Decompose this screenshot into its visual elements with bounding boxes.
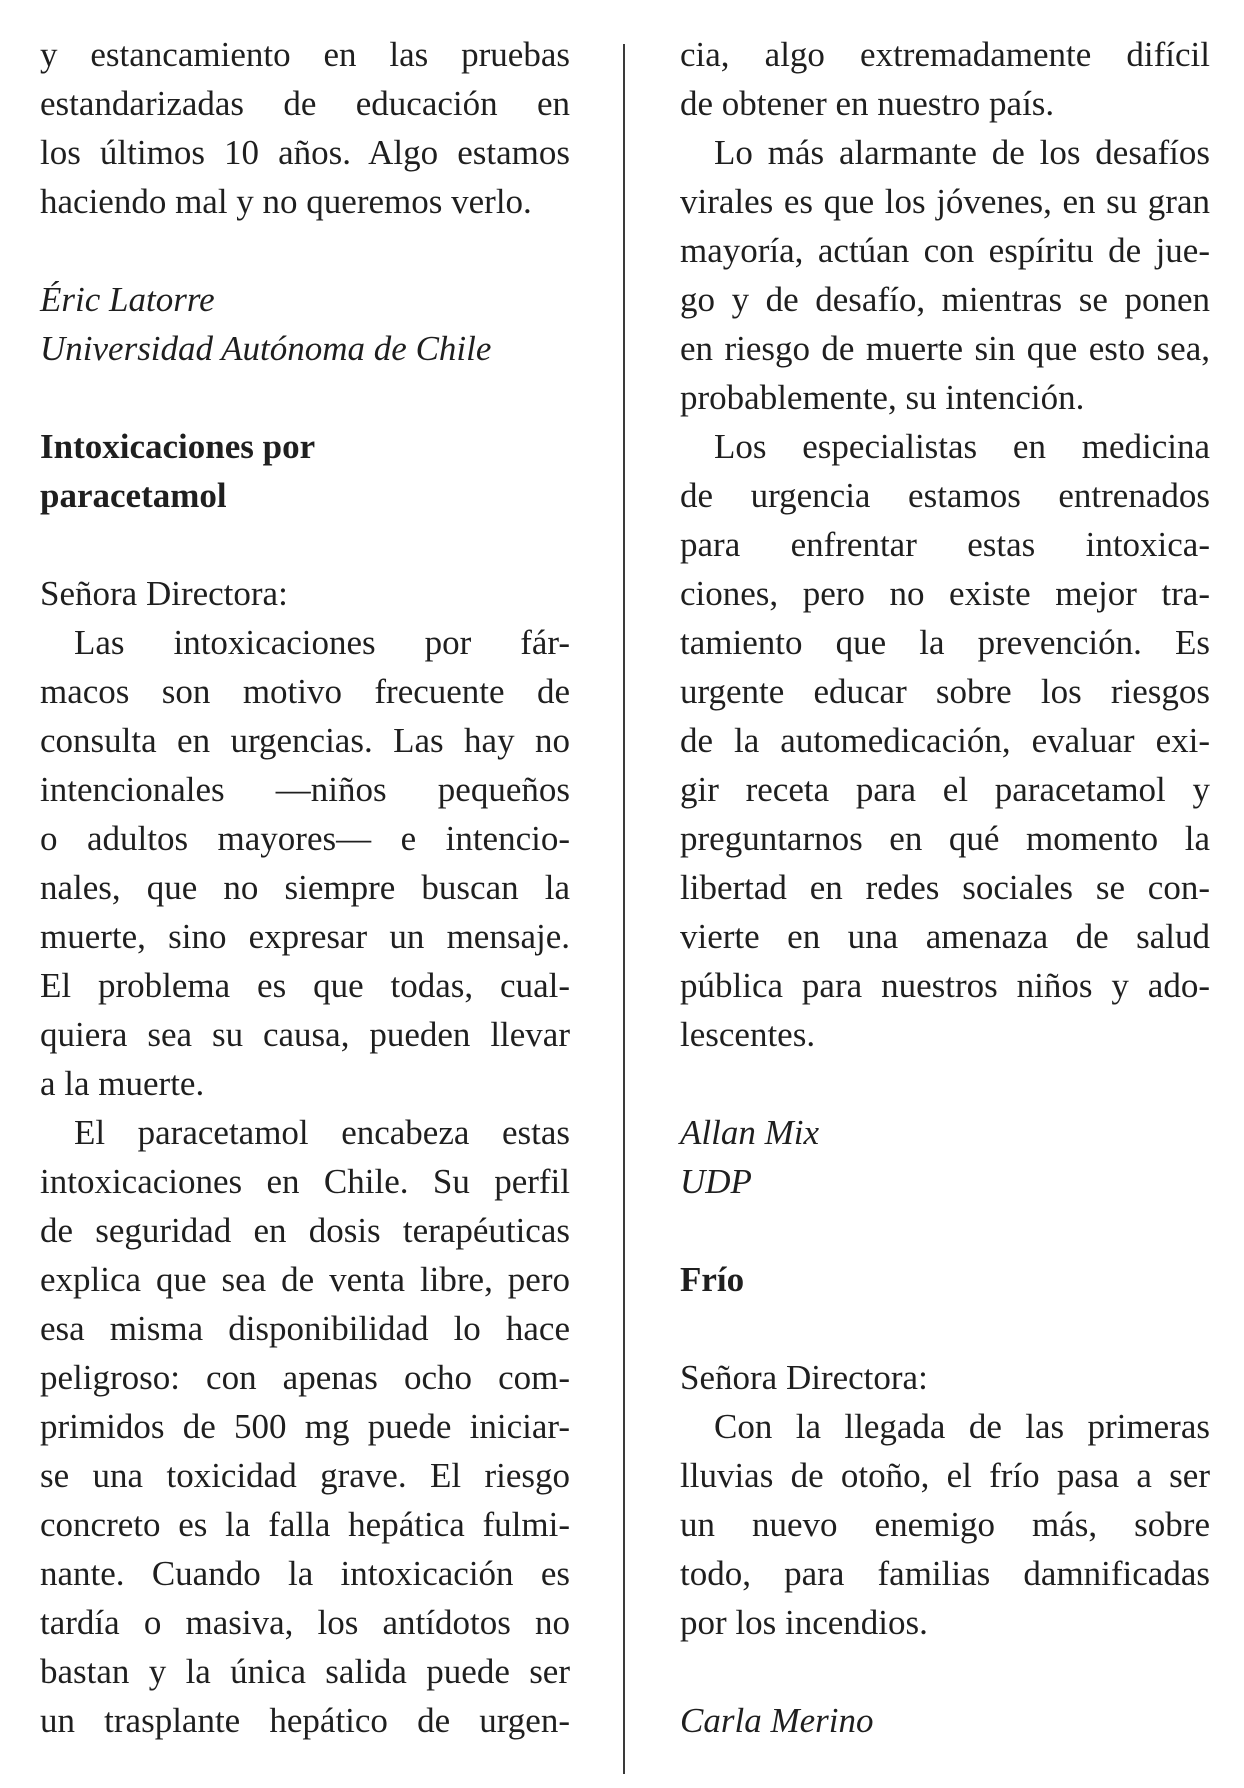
text-line: quiera sea su causa, pueden llevar <box>40 1015 570 1054</box>
text-line: de seguridad en dosis terapéuticas <box>40 1211 570 1250</box>
text-line: cia, algo extremadamente difícil <box>680 35 1210 74</box>
text-line: para enfrentar estas intoxica- <box>680 525 1210 564</box>
salutation: Señora Directora: <box>40 574 288 613</box>
spacer <box>40 373 570 422</box>
text-line: urgente educar sobre los riesgos <box>680 672 1210 711</box>
text-line: los últimos 10 años. Algo estamos <box>40 133 570 172</box>
signature-name: Allan Mix <box>680 1113 819 1152</box>
spacer <box>680 1647 1210 1696</box>
paragraph <box>680 1402 1210 1647</box>
text-line: explica que sea de venta libre, pero <box>40 1260 570 1299</box>
text-line: o adultos mayores— e intencio- <box>40 819 570 858</box>
text-line: macos son motivo frecuente de <box>40 672 570 711</box>
text-line: nales, que no siempre buscan la <box>40 868 570 907</box>
spacer <box>40 520 570 569</box>
text-line: nante. Cuando la intoxicación es <box>40 1554 570 1593</box>
text-line: intoxicaciones en Chile. Su perfil <box>40 1162 570 1201</box>
signature-block <box>680 1108 1210 1206</box>
text-line: lluvias de otoño, el frío pasa a ser <box>680 1456 1210 1495</box>
text-line: vierte en una amenaza de salud <box>680 917 1210 956</box>
right-column <box>680 30 1210 1745</box>
text-line: El paracetamol encabeza estas <box>74 1113 570 1152</box>
text-line: preguntarnos en qué momento la <box>680 819 1210 858</box>
text-line: intencionales —niños pequeños <box>40 770 570 809</box>
paragraph <box>680 422 1210 1059</box>
paragraph <box>40 618 570 1108</box>
text-line: virales es que los jóvenes, en su gran <box>680 182 1210 221</box>
text-line: probablemente, su intención. <box>680 378 1085 417</box>
text-line: y estancamiento en las pruebas <box>40 35 570 74</box>
text-line: libertad en redes sociales se con- <box>680 868 1210 907</box>
text-line: por los incendios. <box>680 1603 928 1642</box>
text-line: gir receta para el paracetamol y <box>680 770 1210 809</box>
text-line: consulta en urgencias. Las hay no <box>40 721 570 760</box>
spacer <box>680 1206 1210 1255</box>
text-line: concreto es la falla hepática fulmi- <box>40 1505 570 1544</box>
column-divider <box>623 44 625 1774</box>
text-line: muerte, sino expresar un mensaje. <box>40 917 570 956</box>
paragraph <box>40 1108 570 1745</box>
signature-name: Carla Merino <box>680 1701 874 1740</box>
text-line: Con la llegada de las primeras <box>714 1407 1210 1446</box>
letter-title-line: Intoxicaciones por <box>40 427 316 466</box>
signature-name: Éric Latorre <box>40 280 215 319</box>
salutation: Señora Directora: <box>680 1358 928 1397</box>
text-line: pública para nuestros niños y ado- <box>680 966 1210 1005</box>
previous-letter-ending <box>40 30 570 226</box>
text-line: tardía o masiva, los antídotos no <box>40 1603 570 1642</box>
text-line: mayoría, actúan con espíritu de jue- <box>680 231 1210 270</box>
text-line: bastan y la única salida puede ser <box>40 1652 570 1691</box>
text-line: go y de desafío, mientras se ponen <box>680 280 1210 319</box>
text-line: tamiento que la prevención. Es <box>680 623 1210 662</box>
text-line: ciones, pero no existe mejor tra- <box>680 574 1210 613</box>
text-line: haciendo mal y no queremos verlo. <box>40 182 532 221</box>
text-line: de obtener en nuestro país. <box>680 84 1055 123</box>
signature-block <box>40 275 570 373</box>
signature-affiliation: Universidad Autónoma de Chile <box>40 329 492 368</box>
letter-title <box>40 422 570 520</box>
text-line: primidos de 500 mg puede iniciar- <box>40 1407 570 1446</box>
signature-affiliation: UDP <box>680 1162 752 1201</box>
text-line: en riesgo de muerte sin que esto sea, <box>680 329 1210 368</box>
text-line: esa misma disponibilidad lo hace <box>40 1309 570 1348</box>
text-line: de la automedicación, evaluar exi- <box>680 721 1210 760</box>
text-line: lescentes. <box>680 1015 816 1054</box>
text-line: Lo más alarmante de los desafíos <box>714 133 1210 172</box>
spacer <box>680 1304 1210 1353</box>
text-line: Las intoxicaciones por fár- <box>74 623 570 662</box>
text-line: un trasplante hepático de urgen- <box>40 1701 570 1740</box>
text-line: todo, para familias damnificadas <box>680 1554 1210 1593</box>
text-line: Los especialistas en medicina <box>714 427 1210 466</box>
text-line: El problema es que todas, cual- <box>40 966 570 1005</box>
text-line: un nuevo enemigo más, sobre <box>680 1505 1210 1544</box>
letter-title: Frío <box>680 1260 745 1299</box>
text-line: estandarizadas de educación en <box>40 84 570 123</box>
paragraph <box>680 128 1210 422</box>
spacer <box>40 226 570 275</box>
text-line: se una toxicidad grave. El riesgo <box>40 1456 570 1495</box>
spacer <box>680 1059 1210 1108</box>
letter-title-line: paracetamol <box>40 476 227 515</box>
paragraph-continuation <box>680 30 1210 128</box>
text-line: de urgencia estamos entrenados <box>680 476 1210 515</box>
text-line: a la muerte. <box>40 1064 205 1103</box>
text-line: peligroso: con apenas ocho com- <box>40 1358 570 1397</box>
left-column <box>40 30 570 1745</box>
